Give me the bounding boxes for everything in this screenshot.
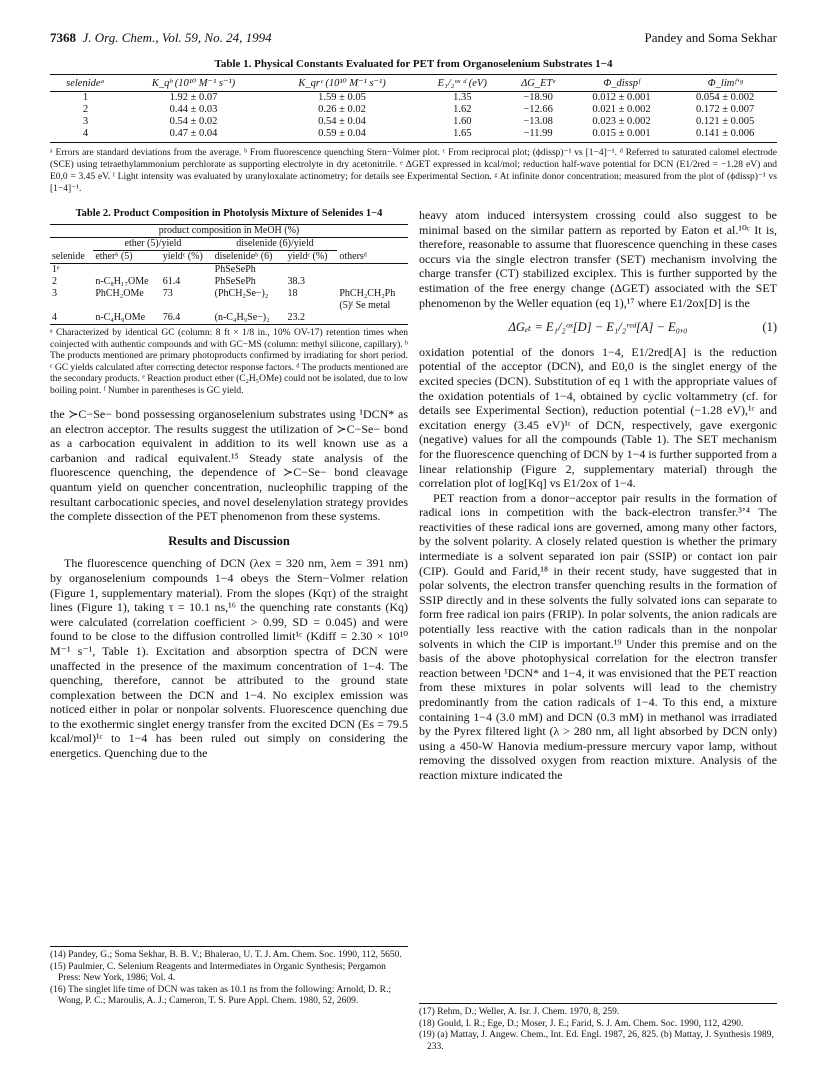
table-cell: 18 [287,288,298,299]
table-cell: PhSeSePh [214,264,256,275]
table-cell: 0.121 ± 0.005 [696,116,755,127]
table-header-cell: Φ_disspᶠ [570,75,674,92]
table-cell: 2 [52,276,57,287]
table-cell [337,264,408,277]
table-cell: 0.172 ± 0.007 [696,104,755,115]
table-1-footnote: ᵃ Errors are standard deviations from the average. ᵇ From fluorescence quenching Stern−Volmer plot. ᶜ From reciprocal plot; (ϕdissp)⁻¹ vs [1−4]⁻¹. ᵈ Referred to saturated calomel electrode (SCE) using tetraethylammonium perchlorate as supporting electrolyte in dry acetonitrile. ᵉ ΔGET expressed in kcal/mol; reduction half-wave potential for DCN (E1/2red = −1.28 eV) and E0,0 = 3.45 eV. ᶠ Light intensity was evaluated by uranyloxalate actinometry; for details see Experimental Section. ᵍ At infinite donor concentration; measured from the plot of (ϕdissp)⁻¹ vs [1−4]⁻¹. [50,148,777,194]
table-cell: 4 [50,128,121,143]
table-cell [161,264,213,277]
left-column [50,208,408,761]
table-row [50,104,777,116]
table-1-grid [50,74,777,143]
table-cell: 1.60 [453,116,472,127]
table-row [50,300,408,312]
body-paragraph: heavy atom induced intersystem crossing could also suggest to be minimal based on the similar pattern as reported by Eaton et al.¹⁰ᶜ It is, therefore, reasonable to assume that fluorescence quenching in these cases occurs via the single electron transfer (SET) mechanism involving the charge transfer (CT) stabilized exciplex. This is further supported by the estimation of the free energy change (ΔGET) associated with the SET phenomenon by the Weller equation (eq 1),¹⁷ where E1/2ox[D] is the [419,208,777,310]
table-2 [50,208,408,397]
table-header-cell: selenideᵃ [50,75,121,92]
table-cell: 1.65 [418,128,506,143]
table-cell: 1 [82,92,89,103]
table-cell [213,300,286,312]
table-cell: 0.54 ± 0.02 [169,116,218,127]
table-cell: 0.021 ± 0.002 [592,104,651,115]
table-header-cell: selenide [50,251,93,264]
equation-number: (1) [762,320,777,335]
table-cell: 1.59 ± 0.05 [318,92,366,103]
equation-1 [419,320,777,335]
table-cell: 3 [52,288,57,299]
table-cell: 0.59 ± 0.04 [266,128,418,143]
table-2-grid [50,224,408,325]
table-header-cell: yieldᶜ (%) [161,251,213,264]
table-row [50,92,777,105]
table-cell: −13.08 [523,116,553,127]
table-cell: 0.54 ± 0.04 [318,116,366,127]
table-header-cell: diselenideᵇ (6) [213,251,286,264]
table-cell: 61.4 [162,276,181,287]
table-cell [285,300,337,312]
table-cell: 0.47 ± 0.04 [121,128,266,143]
table-2-ether-header: ether (5)/yield [93,238,212,251]
table-header-cell: E₁/₂ᵒˣ ᵈ (eV) [418,75,506,92]
table-header-cell: yieldᶜ (%) [285,251,337,264]
reference-item: (15) Paulmier, C. Selenium Reagents and Intermediates in Organic Synthesis; Pergamon Press: New York, 1986; Vol. 4. [50,961,386,983]
table-cell [285,264,337,277]
table-cell [93,264,160,277]
body-paragraph: the ≻C−Se− bond possessing organoselenium substrates using ¹DCN* as an electron acceptor. The results suggest the utilization of ≻C−Se− bond as a carbocation equivalent in addition to its well known use as a carbanion and radical equivalent.¹⁵ Steady state analysis of the fluorescence quenching, the dependence of ≻C−Se− bond cleavage quantum yield on quencher concentration, nucleophilic trapping of the resultant carbocationic species, and novel deselenylation strategy provides the complete dissection of the PET phenomenon from these systems. [50,407,408,524]
table-row [50,264,408,277]
table-row [50,128,777,143]
table-header-cell: K_qᵇ (10¹⁰ M⁻¹ s⁻¹) [121,75,266,92]
table-cell: 1ᵉ [52,264,60,275]
reference-item: (18) Gould, I. R.; Ege, D.; Moser, J. E.; Farid, S. J. Am. Chem. Soc. 1990, 112, 4290. [419,1018,744,1029]
table-cell: 3 [82,116,89,127]
right-column [419,208,777,783]
table-cell: 0.26 ± 0.02 [318,104,366,115]
table-cell: 76.4 [161,312,213,325]
table-cell: 0.141 ± 0.006 [673,128,777,143]
table-header-cell: Φ_limᶠʻᵍ [673,75,777,92]
table-row [50,312,408,325]
references-left [50,946,408,1008]
table-cell: 0.015 ± 0.001 [570,128,674,143]
table-cell: −11.99 [506,128,569,143]
reference-item: (19) (a) Mattay, J. Angew. Chem., Int. Ed. Engl. 1987, 26, 825. (b) Mattay, J. Synthesis 1989, 233. [419,1030,774,1052]
table-cell [337,276,408,288]
table-cell: −18.90 [523,92,553,103]
table-cell: 1.35 [453,92,472,103]
table-cell: n-C₈H₁₇OMe [95,276,149,287]
table-cell: (n-C₄H₉Se−)₂ [213,312,286,325]
body-paragraph: PET reaction from a donor−acceptor pair results in the formation of radical ions in competition with the back-electron transfer.³ʼ⁴ The reactivities of these radical ions are governed, among many other factors, by the solvent polarity. A closely related question is whether the primary intermediate is a solvent separated ion pair (SSIP) or contact ion pair (CIP). Gould and Farid,¹⁸ in their recent study, have suggested that in polar solvents, the electron transfer quenching results in the formation of SSIP directly and in these solvents the fully solvated ions can separate to form free radical ion pairs (FRIP). In polar solvents, the anion radicals are potentially less reactive with the cation radicals than in the nonpolar solvents in which the CIP is important.¹⁹ Under this premise and on the basis of the above photophysical correlation for the electron transfer reaction between ¹DCN* and 1−4, it was envisioned that the PET reaction from these mixtures in polar solvents will lead to the chemistry predominantly from the cation radicals of 1−4. To this end, a mixture containing 1−4 (3.0 mM) and DCN (0.3 mM) in methanol was irradiated by the Pyrex filtered light (λ > 280 nm, all light absorbed by DCN only) using a 450-W Hanovia medium-pressure mercury vapor lamp, without removing the dissolved oxygen from reaction mixture. Analysis of the reaction mixture indicated the [419,490,777,782]
table-cell [93,300,160,312]
table-row [50,288,408,300]
reference-item: (16) The singlet life time of DCN was taken as 10.1 ns from the following: Arnold, D. R.; Wong, P. C.; Maroulis, A. J.; Cameron, T. S. Pure Appl. Chem. 1980, 52, 2609. [50,984,391,1006]
table-cell: 0.054 ± 0.002 [696,92,755,103]
table-cell: 73 [162,288,173,299]
table-header-cell: ΔG_ETᵉ [506,75,569,92]
table-cell: 4 [50,312,93,325]
body-paragraph: oxidation potential of the donors 1−4, E1/2red[A] is the reduction potential of the acceptor (DCN), and E0,0 is the singlet energy of the excited species (DCN). Substitution of eq 1 with the appropriate values of the oxidation potentials of 1−4, obtained by cyclic voltammetry (cf. for details see Experimental Section), reduction potential (−1.28 eV),¹ᶜ and excitation energy (3.45 eV)¹ᶜ of DCN, respectively, gave exergonic (negative) values for all the compounds (Table 1). The SET mechanism for the fluorescence quenching of DCN by 1−4 is further supported from a linear relationship (Figure 2, supplementary material) through the correlation plot of log[Kq] vs E1/2ox of 1−4. [419,344,777,491]
table-cell: 0.44 ± 0.03 [169,104,218,115]
table-cell: n-C₄H₉OMe [93,312,160,325]
table-cell: 2 [82,104,89,115]
table-header-cell: etherᵇ (5) [93,251,160,264]
reference-item: (17) Rehm, D.; Weller, A. Isr. J. Chem. 1970, 8, 259. [419,1007,620,1017]
table-2-caption: Table 2. Product Composition in Photolysis Mixture of Selenides 1−4 [75,208,383,219]
references-right [419,1003,777,1053]
table-cell: (PhCH₂Se−)₂ [214,288,269,299]
table-cell: 0.012 ± 0.001 [592,92,651,103]
running-header [50,30,777,48]
table-2-diselenide-header: diselenide (6)/yield [213,238,338,251]
table-cell [161,300,213,312]
page-number: 7368 [50,30,76,45]
table-cell: 1.92 ± 0.07 [169,92,218,103]
table-cell [337,312,408,325]
body-paragraph: The fluorescence quenching of DCN (λex = 320 nm, λem = 391 nm) by organoselenium compounds 1−4 obeys the Stern−Volmer relation (Figure 1, supplementary material). From the slopes (Kqτ) of the straight lines (Figure 1), taking τ = 10.1 ns,¹⁶ the quenching rate constants (Kq) were calculated (correlation coefficient > 0.99, SD = 0.045) and were found to be close to the diffusion controlled limit¹ᶜ (Kdiff = 2.30 × 10¹⁰ M⁻¹ s⁻¹, Table 1). Excitation and absorption spectra of DCN were unaffected in the presence of the maximum concentration of 1−4. The quenching, therefore, cannot be attributed to the ground state complexation between the DCN and 1−4. No exciplex emission was noticed either in polar or nonpolar solvents. Fluorescence quenching due to the exothermic singlet energy transfer from the excited DCN (Es = 79.5 kcal/mol)¹ᶜ to 1−4 has been ruled out simply on considering the energetics. Quenching due to the [50,556,408,761]
table-cell [50,300,93,312]
table-row [50,276,408,288]
table-2-footnote: ᵃ Characterized by identical GC (column: 8 ft × 1/8 in., 10% OV-17) retention times when coinjected with authentic compounds and with GC−MS (column: methyl silicone, capillary). ᵇ The products mentioned are primary photoproducts confirmed by irradiating for short period. ᶜ GC yields calculated after correcting detector response factors. ᵈ The products mentioned are the secondary products. ᵉ Reaction product ether (C₂H₅OMe) could not be isolated, due to low boiling point. ᶠ Number in parentheses is GC yield. [50,328,408,396]
table-cell: 38.3 [287,276,305,287]
table-cell: (5)ᶠ Se metal [339,300,391,311]
table-cell: PhCH₂OMe [95,288,144,299]
journal-citation: J. Org. Chem., Vol. 59, No. 24, 1994 [82,30,272,45]
running-authors: Pandey and Soma Sekhar [644,30,777,45]
table-cell: PhSeSePh [214,276,256,287]
table-1 [50,58,777,195]
table-header-cell: othersᵈ [337,251,408,264]
table-1-caption: Table 1. Physical Constants Evaluated for PET from Organoselenium Substrates 1−4 [214,58,613,70]
reference-item: (14) Pandey, G.; Soma Sekhar, B. B. V.; Bhalerao, U. T. J. Am. Chem. Soc. 1990, 112, 5650. [50,950,402,960]
table-header-cell: K_qrᶜ (10¹⁰ M⁻¹ s⁻¹) [266,75,418,92]
table-cell: 0.023 ± 0.002 [592,116,651,127]
equation-text: ΔGₑₜ = E₁/₂ᵒˣ[D] − E₁/₂ʳᵉᵈ[A] − E₀,₀ [508,320,688,335]
table-cell: PhCH₂CH₂Ph [339,288,396,299]
table-row [50,116,777,128]
table-cell: −12.66 [523,104,553,115]
table-cell: 1.62 [453,104,472,115]
table-cell: 23.2 [285,312,337,325]
section-heading: Results and Discussion [168,533,290,548]
table-2-group-header: product composition in MeOH (%) [50,225,408,238]
